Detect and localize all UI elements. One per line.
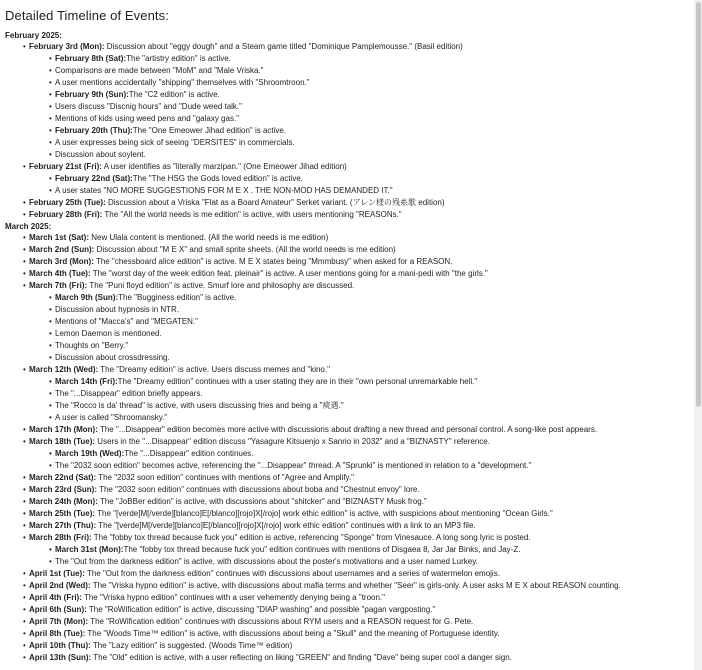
entry-text: Discussion about a Vriska "Flat as a Board Amateur" Serket variant. (アレン様の残糸歌 edition) [105, 198, 445, 207]
timeline-subentry [5, 185, 691, 197]
entry-text: The "fobby tox thread because fuck you" edition is active, referencing "Sponge" from Vinesauce. A long song lyric is posted. [91, 533, 531, 542]
timeline-entry [5, 256, 691, 268]
timeline-entry [5, 508, 691, 520]
timeline-entry [5, 628, 691, 640]
entry-text: A user mentions accidentally "shipping" themselves with "Shroomtroon." [55, 78, 310, 87]
entry-text: The "Lazy edition" is suggested. (Woods Time™ edition) [90, 641, 293, 650]
entry-date: March 14th (Fri): [55, 377, 118, 386]
entry-text: The "Dreamy edition" is active. Users discuss memes and "kino." [98, 365, 330, 374]
entry-text: New Ulala content is mentioned. (All the world needs is me edition) [89, 233, 329, 242]
entry-text: The "fobby tox thread because fuck you" edition continues with mentions of Disgaea 8, Jar Jar Binks, and Jay-Z. [123, 545, 521, 554]
timeline-entry [5, 209, 691, 221]
entry-text: The "...Disappear" edition continues. [124, 449, 254, 458]
entry-date: February 21st (Fri): [29, 162, 102, 171]
entry-text: The "Vriska hypno edition" is active, with discussions about mafia terms and whether "Seer" is girls-only. A user asks M E X about REASON counting. [90, 581, 621, 590]
entry-date: March 24th (Mon): [29, 497, 98, 506]
entry-date: March 31st (Mon): [55, 545, 124, 554]
entry-date: April 1st (Tue): [29, 569, 85, 578]
timeline-entry [5, 161, 691, 173]
entry-text: The "Vriska hypno edition" continues with a user vehemently denying being a "troon." [81, 593, 385, 602]
timeline-entry [5, 568, 691, 580]
entry-text: The "RoWification edition" continues with discussions about RYM users and a REASON request for G. Pete. [88, 617, 474, 626]
timeline-entry [5, 532, 691, 544]
timeline-subentry [5, 556, 691, 568]
entry-date: March 23rd (Sun): [29, 485, 98, 494]
entry-text: Discussion about "M E X" and small sprite sheets. (All the world needs is me edition) [94, 245, 396, 254]
timeline-entry [5, 520, 691, 532]
timeline-subentry [5, 292, 691, 304]
entry-date: March 1st (Sat): [29, 233, 90, 242]
entry-text: The "Dreamy edition" continues with a user stating they are in their "own personal unremarkable hell." [117, 377, 478, 386]
timeline-subentry [5, 460, 691, 472]
timeline-entry [5, 472, 691, 484]
timeline-subentry [5, 544, 691, 556]
entry-date: March 3rd (Mon): [29, 257, 94, 266]
timeline-entry [5, 496, 691, 508]
entry-date: April 6th (Sun): [29, 605, 87, 614]
entry-date: March 28th (Fri): [29, 533, 92, 542]
vertical-scrollbar[interactable] [694, 0, 702, 670]
timeline-entry [5, 197, 691, 209]
entry-date: March 2nd (Sun): [29, 245, 95, 254]
timeline-subentry [5, 352, 691, 364]
entry-text: Discussion about crossdressing. [55, 353, 170, 362]
entry-text: The "Woods Time™ edition" is active, with discussions about being a "Skull" and the meaning of Portuguese identity. [85, 629, 500, 638]
entry-date: March 19th (Wed): [55, 449, 125, 458]
entry-date: February 9th (Sun): [55, 90, 129, 99]
entry-text: Comparisons are made between "MoM" and "Male Vriska." [55, 66, 264, 75]
timeline-entry [5, 484, 691, 496]
entry-date: February 22nd (Sat): [55, 174, 133, 183]
entry-date: March 17th (Mon): [29, 425, 98, 434]
timeline-subentry [5, 65, 691, 77]
timeline-subentry [5, 328, 691, 340]
entry-text: The "C2 edition" is active. [128, 90, 220, 99]
timeline-subentry [5, 316, 691, 328]
entry-date: February 3rd (Mon): [29, 42, 105, 51]
entry-date: April 8th (Tue): [29, 629, 86, 638]
timeline-entry [5, 268, 691, 280]
timeline-subentry [5, 173, 691, 185]
entry-text: The "Old" edition is active, with a user reflecting on liking "GREEN" and finding "Dave" being super cool a danger sign. [91, 653, 512, 662]
timeline-list [5, 41, 691, 221]
timeline-entry [5, 604, 691, 616]
timeline-entry [5, 280, 691, 292]
timeline-subentry [5, 101, 691, 113]
entry-text: The "chessboard alice edition" is active. M E X states being "Mmmbusy" when asked for a REASON. [93, 257, 453, 266]
timeline-entry [5, 244, 691, 256]
entry-date: April 10th (Thu): [29, 641, 91, 650]
entry-text: A user identifies as "literally marzipan." (One Emeower Jihad edition) [101, 162, 347, 171]
entry-date: April 4th (Fri): [29, 593, 82, 602]
entry-text: Users in the "...Disappear" edition discuss "Yasagure Kitsuenjo x Sanrio in 2032" and a "BIZNASTY" reference. [95, 437, 490, 446]
entry-text: Discussion about "eggy dough" and a Steam game titled "Dominique Pamplemousse." (Basil edition) [104, 42, 463, 51]
timeline-entry [5, 640, 691, 652]
entry-text: The "artistry edition" is active. [126, 54, 231, 63]
timeline-subentry [5, 412, 691, 424]
scrollbar-thumb[interactable] [696, 2, 701, 407]
entry-date: February 28th (Fri): [29, 210, 103, 219]
entry-date: April 7th (Mon): [29, 617, 89, 626]
entry-text: The "2032 soon edition" becomes active, referencing the "...Disappear" thread. A "Sprunki" is mentioned in relation to a "development." [55, 461, 532, 470]
page-title: Detailed Timeline of Events: [5, 8, 169, 23]
entry-text: The "All the world needs is me edition" is active, with users mentioning "REASONs." [102, 210, 402, 219]
entry-date: March 9th (Sun): [55, 293, 119, 302]
entry-text: Mentions of "Macca's" and "MEGATEN." [55, 317, 199, 326]
timeline-entry [5, 616, 691, 628]
timeline-subentry [5, 113, 691, 125]
month-heading: March 2025: [5, 222, 52, 231]
entry-text: The "[verde]M[/verde][blanco]E[/blanco][rojo]X[/rojo] work ethic edition" is active, with suspicions about mentioning "Ocean Girls." [95, 509, 553, 518]
entry-text: The "The HSG the Gods loved edition" is active. [132, 174, 304, 183]
entry-text: The "[verde]M[/verde][blanco]E[/blanco][rojo]X[/rojo] work ethic edition" continues with a link to an MP3 file. [96, 521, 476, 530]
entry-date: March 25th (Tue): [29, 509, 96, 518]
timeline-subentry [5, 77, 691, 89]
timeline-entry [5, 364, 691, 376]
timeline-entry [5, 424, 691, 436]
timeline-list [5, 568, 691, 664]
entry-text: The "JoBBer edition" is active, with discussions about "shitcker" and "BIZNASTY Musk frog." [97, 497, 427, 506]
month-heading: February 2025: [5, 31, 62, 40]
entry-text: The "...Disappear" edition briefly appears. [55, 389, 203, 398]
entry-text: Mentions of kids using weed pens and "galaxy gas." [55, 114, 240, 123]
timeline-entry [5, 232, 691, 244]
entry-date: April 13th (Sun): [29, 653, 92, 662]
entry-date: February 8th (Sat): [55, 54, 127, 63]
timeline-subentry [5, 149, 691, 161]
entry-date: March 7th (Fri): [29, 281, 88, 290]
entry-text: Thoughts on "Berry." [55, 341, 129, 350]
entry-text: A user is called "Shroomansky." [55, 413, 168, 422]
entry-text: A user states "NO MORE SUGGESTIONS FOR M E X . THE NON-MOD HAS DEMANDED IT." [55, 186, 393, 195]
entry-date: February 20th (Thu): [55, 126, 133, 135]
entry-text: The "Out from the darkness edition" continues with discussions about usernames and a series of watermelon emojis. [84, 569, 500, 578]
timeline-subentry [5, 125, 691, 137]
timeline-subentry [5, 400, 691, 412]
entry-text: A user expresses being sick of seeing "DERSITES" in commercials. [55, 138, 295, 147]
entry-text: The "Bugginess edition" is active. [118, 293, 237, 302]
entry-text: Users discuss "Discnig hours" and "Dude weed talk." [55, 102, 242, 111]
timeline-entry [5, 580, 691, 592]
entry-text: The "Puni floyd edition" is active. Smurf lore and philosophy are discussed. [87, 281, 355, 290]
timeline-subentry [5, 53, 691, 65]
entry-text: Lemon Daemon is mentioned. [55, 329, 162, 338]
entry-date: February 25th (Tue): [29, 198, 106, 207]
timeline-subentry [5, 376, 691, 388]
entry-text: Discussion about soylent. [55, 150, 146, 159]
entry-text: The "Out from the darkness edition" is active, with discussions about the poster's motivations and a user named Lurkey. [55, 557, 478, 566]
entry-date: March 18th (Tue): [29, 437, 96, 446]
timeline-subentry [5, 304, 691, 316]
timeline-subentry [5, 137, 691, 149]
entry-text: The "One Emeower Jihad edition" is active. [132, 126, 287, 135]
entry-text: The "2032 soon edition" continues with discussions about boba and "Chestnut envoy" lore. [97, 485, 420, 494]
timeline-subentry [5, 448, 691, 460]
timeline-subentry [5, 89, 691, 101]
timeline-entry [5, 652, 691, 664]
timeline-content [5, 30, 691, 664]
entry-text: Discussion about hypnosis in NTR. [55, 305, 180, 314]
entry-text: The "worst day of the week edition feat. pleinair" is active. A user mentions going for a mani-pedi with "the girls." [90, 269, 488, 278]
entry-date: March 4th (Tue): [29, 269, 91, 278]
entry-date: March 12th (Wed): [29, 365, 99, 374]
entry-text: The "2032 soon edition" continues with mentions of "Agree and Amplify." [96, 473, 355, 482]
entry-date: April 2nd (Wed): [29, 581, 91, 590]
entry-date: March 27th (Thu): [29, 521, 97, 530]
entry-date: March 22nd (Sat): [29, 473, 97, 482]
timeline-subentry [5, 340, 691, 352]
timeline-entry [5, 41, 691, 53]
timeline-entry [5, 436, 691, 448]
entry-text: The "...Disappear" edition becomes more active with discussions about drafting a new thread and personal control. A song-like post appears. [97, 425, 598, 434]
timeline-list [5, 232, 691, 568]
entry-text: The "RoWification edition" is active, discussing "DIAP washing" and possible "pagan vargposting." [86, 605, 436, 614]
timeline-subentry [5, 388, 691, 400]
entry-text: The "Rocco is da' thread" is active, with users discussing fries and being a "痰遇." [55, 401, 344, 410]
timeline-entry [5, 592, 691, 604]
